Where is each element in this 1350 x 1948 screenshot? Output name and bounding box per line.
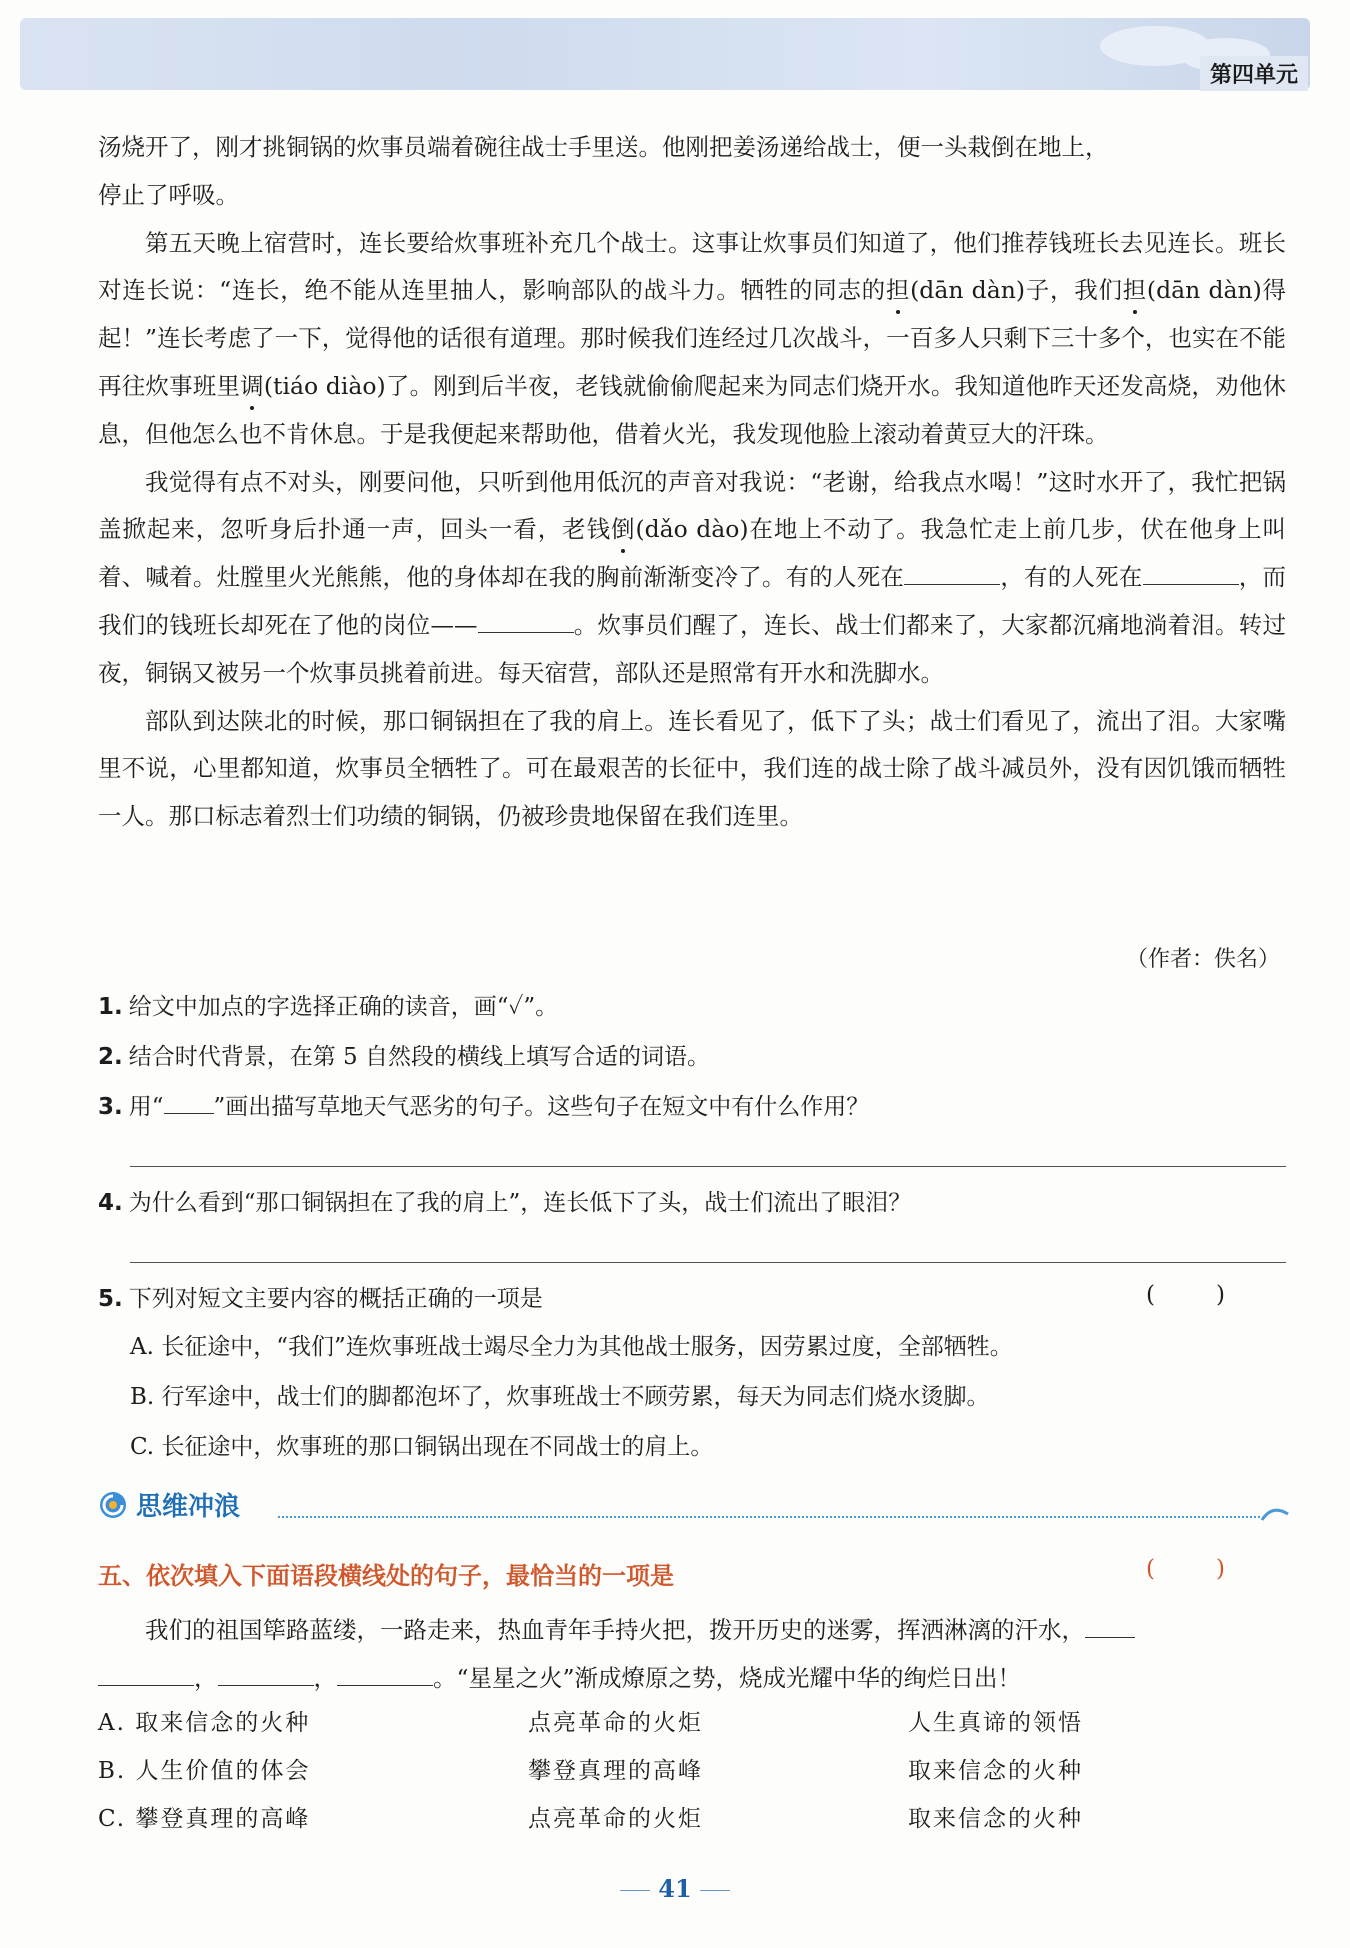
option-a[interactable]: A. 长征途中，“我们”连炊事班战士竭尽全力为其他战士服务，因劳累过度，全部牺牲。 [130, 1334, 1013, 1360]
option-a-col1[interactable]: A. 取来信念的火种 [98, 1710, 311, 1736]
question-2: 2. 结合时代背景，在第 5 自然段的横线上填写合适的词语。 [98, 1044, 711, 1070]
option-c-col2: 点亮革命的火炬 [528, 1806, 703, 1832]
option-b-col2: 攀登真理的高峰 [528, 1758, 703, 1784]
pinyin-choice[interactable]: (dān dàn) [1146, 276, 1262, 305]
header-banner [20, 18, 1310, 90]
underline-sample [164, 1093, 214, 1114]
question-4: 4. 为什么看到“那口铜锅担在了我的肩上”，连长低下了头，战士们流出了眼泪？ [98, 1190, 912, 1216]
author-note: （作者：佚名） [1125, 947, 1280, 972]
section-rule [278, 1516, 1260, 1518]
fill-blank[interactable] [904, 564, 1000, 585]
answer-paren-five[interactable]: ( ) [1146, 1556, 1225, 1582]
swirl-logo-icon [98, 1490, 128, 1520]
unit-label: 第四单元 [1200, 56, 1308, 91]
option-c-col1[interactable]: C. 攀登真理的高峰 [98, 1806, 311, 1832]
pinyin-choice[interactable]: (dān dàn) [910, 276, 1026, 305]
question-five-text: 我们的祖国筚路蓝缕，一路走来，热血青年手持火把，拨开历史的迷雾，挥洒淋漓的汗水， ， ， 。“星星之火”渐成燎原之势，烧成光耀中华的绚烂日出！ [98, 1606, 1288, 1702]
passage-paragraph-2: 第五天晚上宿营时，连长要给炊事班补充几个战士。这事让炊事员们知道了，他们推荐钱班长去见连长。班长对连长说：“连长，绝不能从连里抽人，影响部队的战斗力。牺牲的同志的担(dān dàn)子，我们担(dān dàn)得起！”连长考虑了一下，觉得他的话很有道理。那时候我们连经过几次战斗，一百多人只剩下三十多个，也实在不能再往炊事班里调(tiáo diào)了。刚到后半夜，老钱就偷偷爬起来为同志们烧开水。我知道他昨天还发高烧，劝他休息，但他怎么也不肯休息。于是我便起来帮助他，借着火光，我发现他脸上滚动着黄豆大的汗珠。 [98, 228, 1287, 448]
wave-decoration-icon [1260, 1500, 1290, 1522]
pinyin-choice[interactable]: (tiáo diào) [263, 371, 386, 400]
fill-blank[interactable] [478, 612, 574, 633]
fill-blank[interactable] [218, 1665, 314, 1686]
option-c[interactable]: C. 长征途中，炊事班的那口铜锅出现在不同战士的肩上。 [130, 1434, 714, 1460]
dotted-char: 担 [885, 276, 911, 305]
question-3: 3. 用“ ”画出描写草地天气恶劣的句子。这些句子在短文中有什么作用？ [98, 1094, 870, 1120]
answer-line-4[interactable] [130, 1262, 1286, 1263]
dotted-char: 倒 [611, 515, 636, 544]
option-a-col2: 点亮革命的火炬 [528, 1710, 703, 1736]
option-c-col3: 取来信念的火种 [908, 1806, 1083, 1832]
dotted-char: 调 [240, 371, 264, 400]
page-number: 41 [0, 1874, 1350, 1903]
fill-blank[interactable] [1143, 564, 1239, 585]
option-b-col1[interactable]: B. 人生价值的体会 [98, 1758, 311, 1784]
passage-paragraph-1: 汤烧开了，刚才挑铜锅的炊事员端着碗往战士手里送。他刚把姜汤递给战士，便一头栽倒在地上， 停止了呼吸。 [98, 133, 1109, 209]
dotted-char: 担 [1122, 276, 1147, 305]
question-5: 5. 下列对短文主要内容的概括正确的一项是 [98, 1286, 543, 1312]
fill-blank[interactable] [1085, 1617, 1135, 1638]
question-five-title: 五、依次填入下面语段横线处的句子，最恰当的一项是 [98, 1562, 674, 1590]
pinyin-choice[interactable]: (dǎo dào) [635, 515, 749, 544]
section-title: 思维冲浪 [136, 1492, 241, 1522]
passage-paragraph-3: 我觉得有点不对头，刚要问他，只听到他用低沉的声音对我说：“老谢，给我点水喝！”这时水开了，我忙把锅盖掀起来，忽听身后扑通一声，回头一看，老钱倒(dǎo dào)在地上不动了。我急忙走上前几步，伏在他身上叫着、喊着。灶膛里火光熊熊，他的身体却在我的胸前渐渐变冷了。有的人死在 ，有的人死在 ，而我们的钱班长却死在了他的岗位—— 。炊事员们醒了，连长、战士们都来了，大家都沉痛地淌着泪。转过夜，铜锅又被另一个炊事员挑着前进。每天宿营，部队还是照常有开水和洗脚水。 [98, 467, 1287, 687]
fill-blank[interactable] [337, 1665, 433, 1686]
answer-paren-5[interactable]: ( ) [1146, 1282, 1225, 1308]
option-b[interactable]: B. 行军途中，战士们的脚都泡坏了，炊事班战士不顾劳累，每天为同志们烧水烫脚。 [130, 1384, 990, 1410]
option-b-col3: 取来信念的火种 [908, 1758, 1083, 1784]
question-1: 1. 给文中加点的字选择正确的读音，画“✓”。 [98, 994, 559, 1020]
fill-blank[interactable] [98, 1665, 194, 1686]
passage-paragraph-4: 部队到达陕北的时候，那口铜锅担在了我的肩上。连长看见了，低下了头；战士们看见了，流出了泪。大家嘴里不说，心里都知道，炊事员全牺牲了。可在最艰苦的长征中，我们连的战士除了战斗减员外，没有因饥饿而牺牲一人。那口标志着烈士们功绩的铜锅，仍被珍贵地保留在我们连里。 [98, 706, 1286, 831]
option-a-col3: 人生真谛的领悟 [908, 1710, 1083, 1736]
section-header [98, 1486, 1290, 1526]
reading-passage [98, 124, 1286, 841]
answer-line-3[interactable] [130, 1166, 1286, 1167]
